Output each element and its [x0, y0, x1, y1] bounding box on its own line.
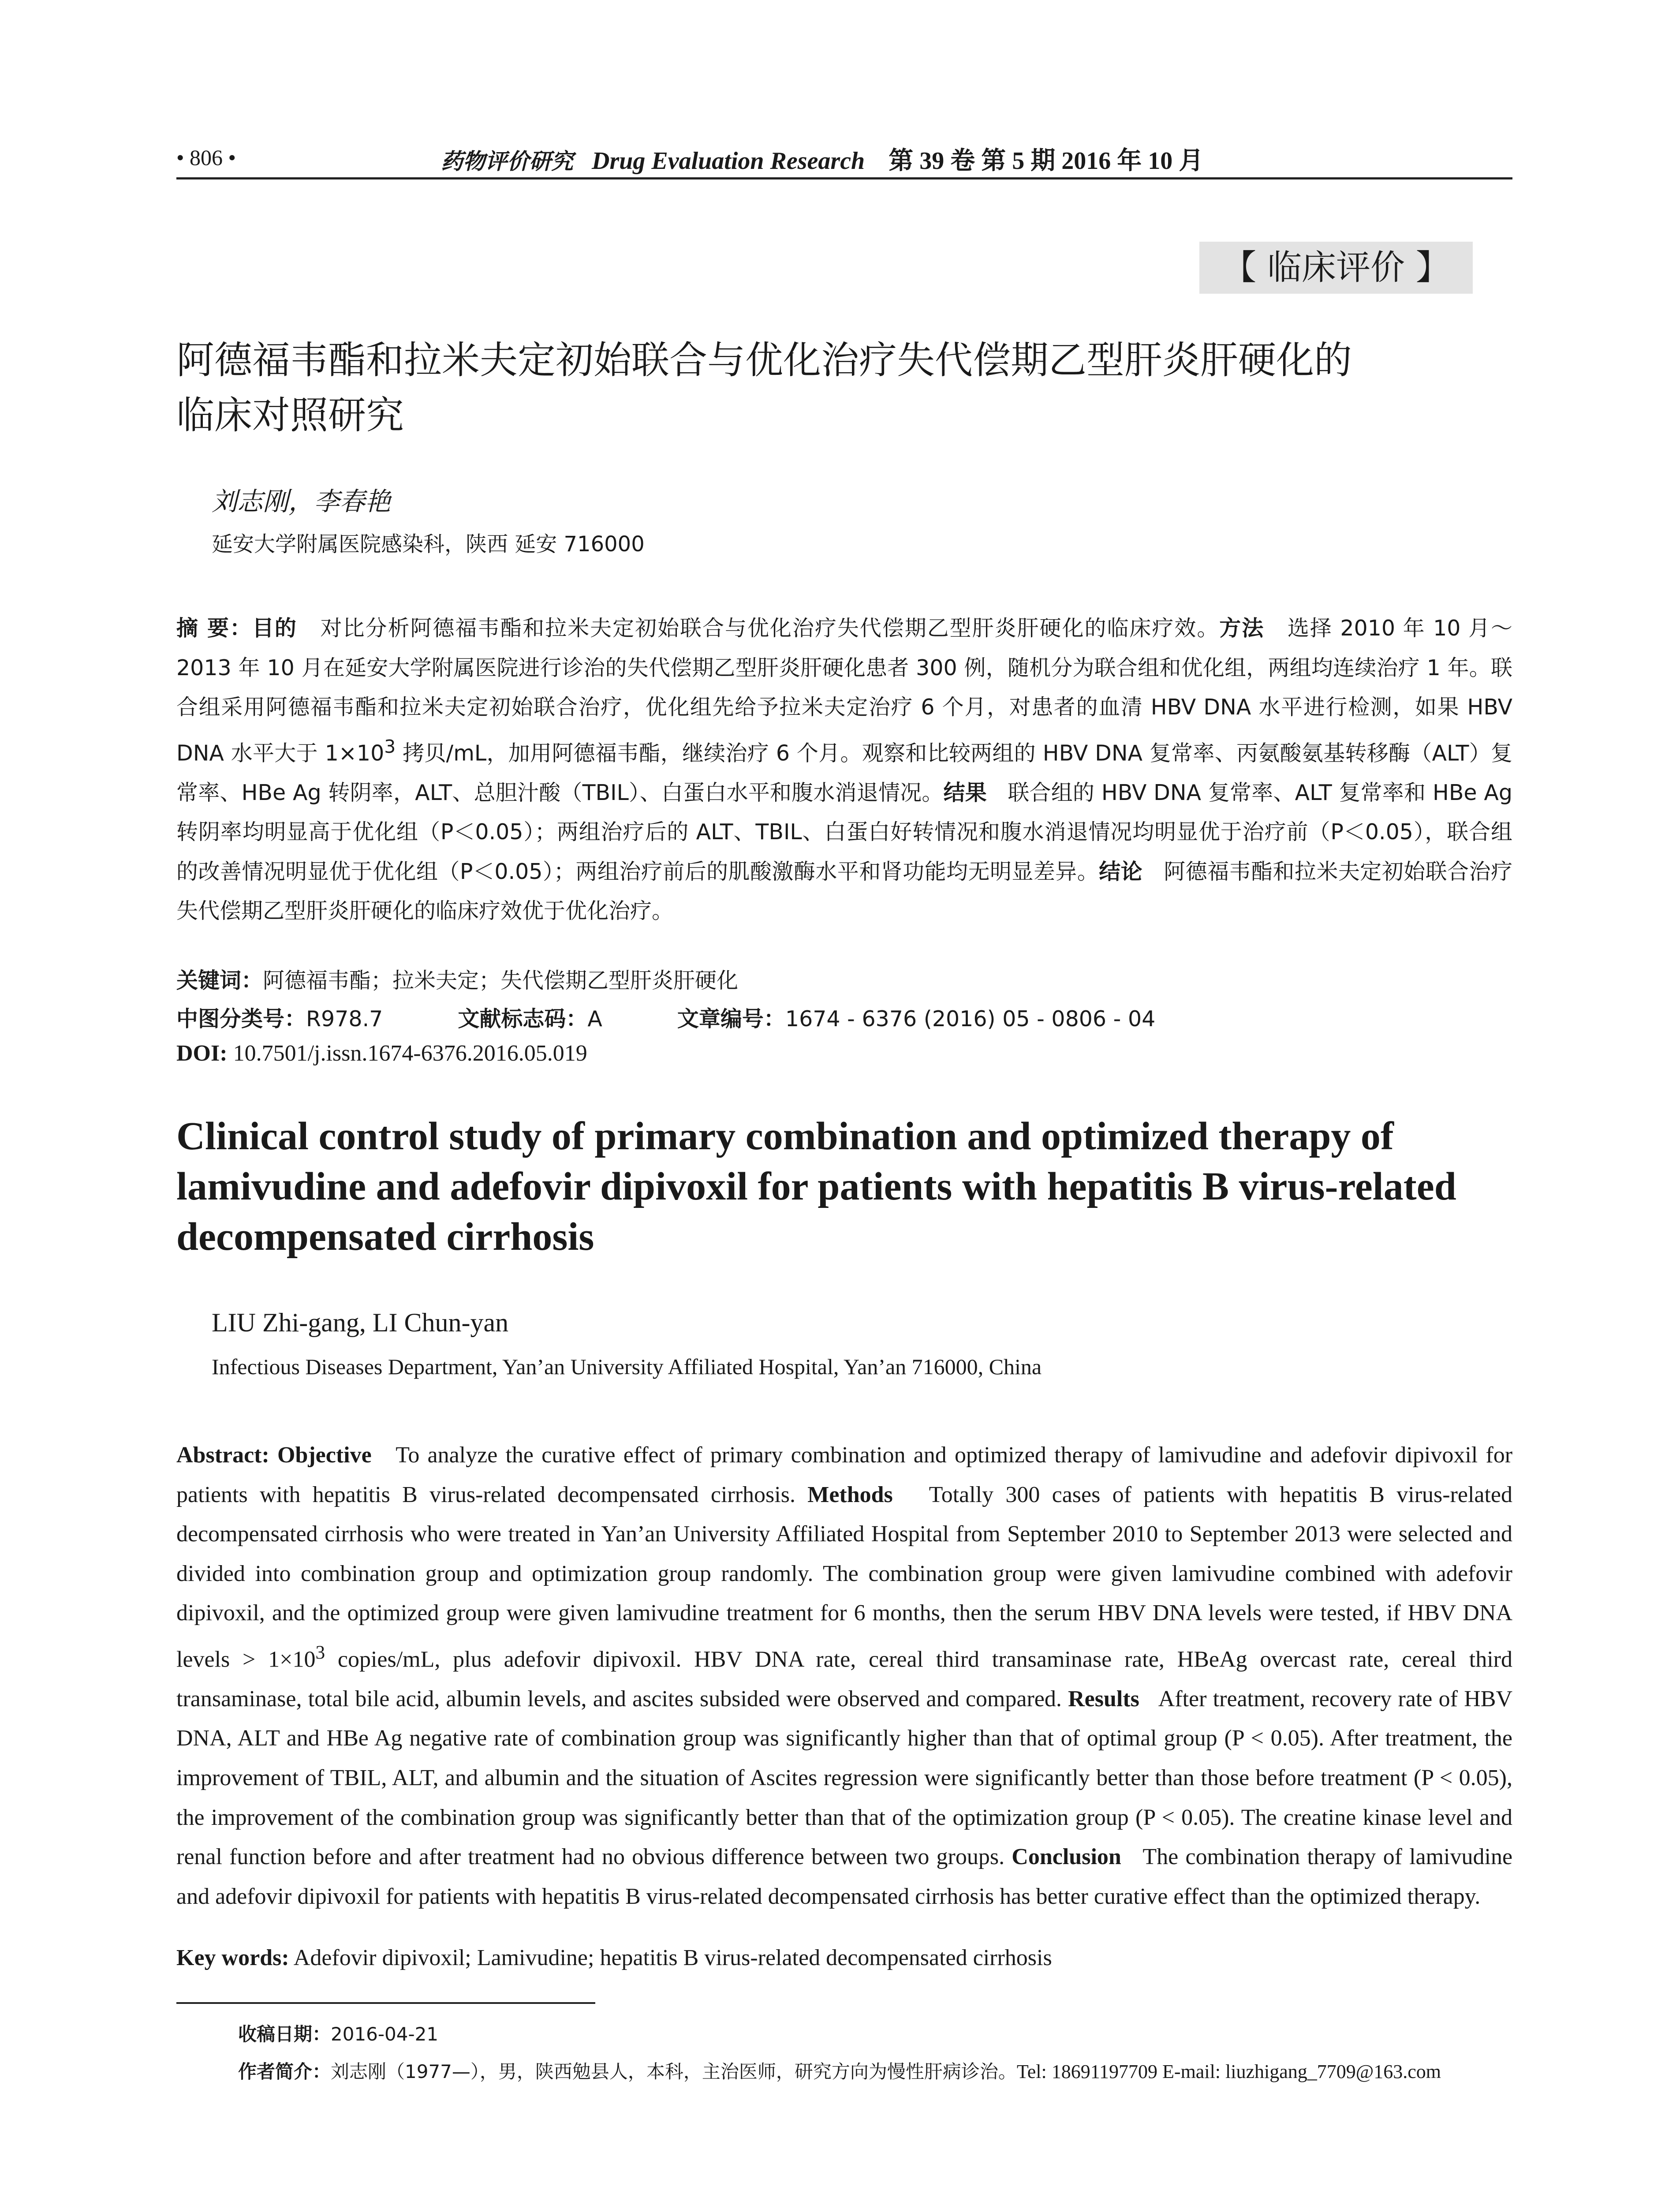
clc-label: 中图分类号： — [176, 1006, 306, 1031]
cn-results-label: 结果 — [943, 780, 987, 805]
en-abstract-label: Abstract: — [176, 1443, 269, 1468]
en-title — [176, 1111, 1512, 1262]
en-keywords-label: Key words: — [176, 1945, 289, 1970]
en-objective-text: To analyze the curative effect of primary combination and optimized therapy of lamivudine and adefovir dipivoxil for patients with hepatitis B virus-related decompensated cirrhosis. — [176, 1443, 1513, 1507]
en-results-label: Results — [1068, 1686, 1139, 1712]
cn-objective-text: 对比分析阿德福韦酯和拉米夫定初始联合与优化治疗失代偿期乙型肝炎肝硬化的临床疗效。 — [320, 616, 1220, 641]
en-title-line: lamivudine and adefovir dipivoxil for patients with hepatitis B virus-related — [176, 1165, 1456, 1208]
cn-keywords-label: 关键词： — [176, 968, 263, 993]
en-title-line: decompensated cirrhosis — [176, 1215, 594, 1259]
en-methods-text-2: copies/mL, plus adefovir dipivoxil. HBV DNA rate, cereal third transaminase rate, HBeAg overcast rate, cereal third transaminase, total bile acid, albumin levels, and ascites subsided were observed and compared. — [176, 1647, 1512, 1712]
cn-keywords — [176, 964, 1512, 994]
cn-methods-text-2: 拷贝/mL，加用阿德福韦酯，继续治疗 6 个月。观察和比较两组的 HBV DNA 复常率、丙氨酸氨基转移酶（ALT）复常率、HBe Ag 转阴率，ALT、总胆汁酸（TBIL）、白蛋白水平和腹水消退情况。 — [176, 740, 1513, 805]
journal-issue: 第 39 卷 第 5 期 2016 年 10 月 — [889, 147, 1204, 175]
journal-cn-logo: 药物评价研究 — [441, 148, 573, 174]
doi — [176, 1040, 1512, 1066]
footnote-received — [238, 2020, 438, 2046]
page-number: • 806 • — [176, 145, 236, 170]
en-methods-superscript: 3 — [315, 1641, 325, 1663]
en-conclusion-text: The combination therapy of lamivudine and adefovir dipivoxil for patients with hepatitis B virus-related decompensated cirrhosis has better curative effect than the optimized therapy. — [176, 1844, 1513, 1909]
cn-methods-text: 选择 2010 年 10 月～2013 年 10 月在延安大学附属医院进行诊治的失代偿期乙型肝炎肝硬化患者 300 例，随机分为联合组和优化组，两组均连续治疗 1 年。联合组采用阿德福韦酯和拉米夫定初始联合治疗，优化组先给予拉米夫定治疗 6 个月，对患者的血清 HBV DNA 水平进行检测，如果 HBV DNA 水平大于 1×10 — [176, 616, 1512, 766]
cn-classification — [176, 1002, 1512, 1033]
cn-methods-superscript: 3 — [384, 736, 396, 757]
en-abstract — [176, 1435, 1512, 1916]
en-affiliation: Infectious Diseases Department, Yan’an University Affiliated Hospital, Yan’an 716000, China — [212, 1354, 1042, 1379]
received-date: 2016-04-21 — [331, 2023, 439, 2045]
doi-value: 10.7501/j.issn.1674-6376.2016.05.019 — [233, 1041, 587, 1066]
cn-title — [176, 333, 1512, 443]
cn-abstract — [176, 609, 1512, 931]
cn-keywords-text: 阿德福韦酯；拉米夫定；失代偿期乙型肝炎肝硬化 — [263, 968, 739, 993]
section-tag: 【 临床评价 】 — [1199, 242, 1473, 294]
cn-conclusion-label: 结论 — [1099, 859, 1143, 884]
en-results-text: After treatment, recovery rate of HBV DNA, ALT and HBe Ag negative rate of combination group was significantly higher than that of optimal group (P < 0.05). After treatment, the improvement of TBIL, ALT, and albumin and the situation of Ascites regression were significantly better than those before treatment (P < 0.05), the improvement of the combination group was significantly better than that of the optimization group (P < 0.05). The creatine kinase level and renal function before and after treatment had no obvious difference between two groups. — [176, 1686, 1513, 1870]
en-keywords — [176, 1945, 1512, 1971]
running-header — [441, 141, 1411, 176]
cn-conclusion-text: 阿德福韦酯和拉米夫定初始联合治疗失代偿期乙型肝炎肝硬化的临床疗效优于优化治疗。 — [176, 859, 1512, 924]
cn-title-line: 临床对照研究 — [176, 393, 404, 437]
journal-en-name: Drug Evaluation Research — [592, 147, 865, 175]
en-conclusion-label: Conclusion — [1012, 1844, 1121, 1870]
article-no-value: 1674 - 6376 (2016) 05 - 0806 - 04 — [785, 1006, 1156, 1031]
clc-value: R978.7 — [306, 1006, 383, 1031]
en-authors: LIU Zhi-gang, LI Chun-yan — [212, 1308, 509, 1337]
author-contact: Tel: 18691197709 E-mail: liuzhigang_7709@163.com — [1016, 2061, 1441, 2082]
cn-methods-label: 方法 — [1219, 616, 1265, 641]
cn-authors: 刘志刚，李春艳 — [212, 486, 391, 516]
header-rule — [176, 177, 1512, 179]
received-label: 收稿日期： — [238, 2023, 331, 2045]
cn-abstract-label: 摘 要： — [176, 616, 252, 641]
cn-results-text: 联合组的 HBV DNA 复常率、ALT 复常率和 HBe Ag 转阴率均明显高于优化组（P＜0.05）；两组治疗后的 ALT、TBIL、白蛋白好转情况和腹水消退情况均明显优于治疗前（P＜0.05），联合组的改善情况明显优于优化组（P＜0.05）；两组治疗前后的肌酸激酶水平和肾功能均无明显差异。 — [176, 780, 1512, 884]
article-no-label: 文章编号： — [677, 1006, 785, 1031]
author-bio-label: 作者简介： — [238, 2061, 331, 2082]
doc-code-value: A — [587, 1006, 602, 1031]
cn-affiliation: 延安大学附属医院感染科，陕西 延安 716000 — [212, 532, 645, 557]
en-objective-label: Objective — [277, 1443, 372, 1468]
author-bio-text: 刘志刚（1977—），男，陕西勉县人，本科，主治医师，研究方向为慢性肝病诊治。 — [331, 2061, 1017, 2082]
cn-objective-label: 目的 — [252, 616, 297, 641]
doc-code-label: 文献标志码： — [458, 1006, 588, 1031]
footnote-rule — [176, 2002, 595, 2004]
en-methods-text: Totally 300 cases of patients with hepatitis B virus-related decompensated cirrhosis who were treated in Yan’an University Affiliated Hospital from September 2010 to September 2013 were selected and divided into combination group and optimization group randomly. The combination group were given lamivudine combined with adefovir dipivoxil, and the optimized group were given lamivudine treatment for 6 months, then the serum HBV DNA levels were tested, if HBV DNA levels > 1×10 — [176, 1482, 1513, 1672]
footnote-author — [238, 2057, 1441, 2084]
en-methods-label: Methods — [807, 1482, 893, 1507]
en-keywords-text: Adefovir dipivoxil; Lamivudine; hepatitis B virus-related decompensated cirrhosis — [293, 1945, 1052, 1970]
cn-title-line: 阿德福韦酯和拉米夫定初始联合与优化治疗失代偿期乙型肝炎肝硬化的 — [176, 338, 1352, 382]
doi-label: DOI: — [176, 1041, 228, 1066]
en-title-line: Clinical control study of primary combination and optimized therapy of — [176, 1114, 1394, 1158]
